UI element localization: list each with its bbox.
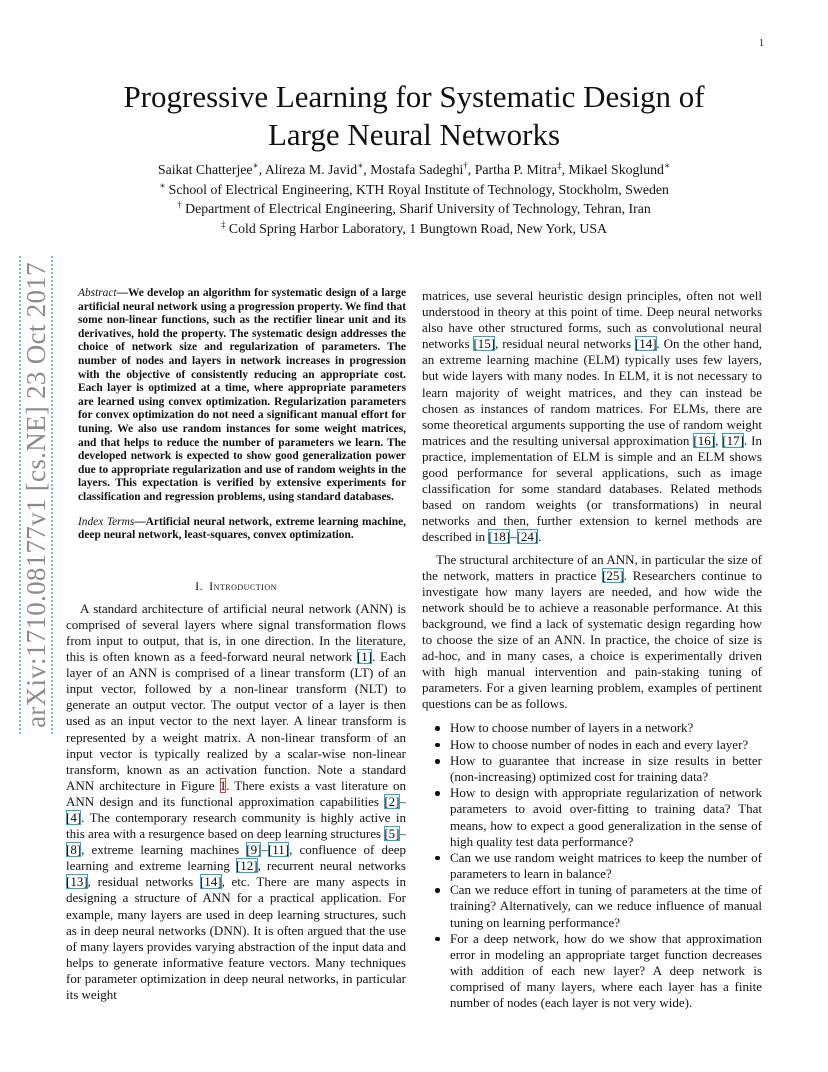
citation-link[interactable]: [25] xyxy=(602,567,624,583)
text-run: . On the other hand, an extreme learning machine (ELM) typically uses few layers, but wide layers with many nodes. In ELM, it is not necessary to learn majority of weight matrices, and they can instead be chosen as instances of random matrices. For ELMs, there are some theoretical arguments supporting the use of random weight matrices and the resulting universal approximation xyxy=(422,336,762,448)
author-list: Saikat Chatterjee∗, Alireza M. Javid∗, Mostafa Sadeghi†, Partha P. Mitra‡, Mikael Skoglund∗ xyxy=(157,160,671,177)
paper-title xyxy=(84,78,744,154)
text-run: , etc. There are many aspects in designing a structure of ANN for a practical application. For example, many layers are used in deep learning structures, such as in deep neural networks (DNN). It is often argued that the use of many layers provides varying abstraction of the input data and helps to generate informative feature vectors. Many techniques for parameter optimization in deep neural networks, in particular its weight xyxy=(66,874,406,1003)
title-line-1: Progressive Learning for Systematic Design of xyxy=(123,79,705,114)
citation-link[interactable]: [14] xyxy=(199,874,222,890)
abstract-label: Abstract xyxy=(78,287,117,299)
citation-link[interactable]: [1] xyxy=(356,649,373,665)
citation-link[interactable]: [11] xyxy=(267,842,290,858)
citation-link[interactable]: [2] xyxy=(384,793,400,809)
list-item: For a deep network, how do we show that approximation error in modeling an appropriate target function decreases with addition of each new layer? A deep network is comprised of many layers, where each layer has a finite number of nodes (each layer is not very wide). xyxy=(422,931,762,1011)
index-terms-text: —Artificial neural network, extreme learning machine, deep neural network, least-squares, convex optimization. xyxy=(78,515,406,542)
text-run: , xyxy=(715,432,723,448)
text-run: – xyxy=(399,793,406,809)
citation-link[interactable]: [24] xyxy=(516,529,539,545)
affiliation-mark: ∗ xyxy=(357,160,364,171)
text-run: – xyxy=(399,826,406,842)
citation-link[interactable]: [12] xyxy=(235,858,258,874)
text-run: , confluence of deep learning and extreme learning xyxy=(66,842,406,874)
citation-link[interactable]: [9] xyxy=(246,842,262,858)
body-paragraph xyxy=(422,552,762,713)
affiliation-mark: † xyxy=(463,160,468,171)
index-terms xyxy=(66,516,406,543)
citation-link[interactable]: [13] xyxy=(66,874,88,890)
text-run: The structural architecture of an ANN, in particular the size of the network, matters in practice xyxy=(422,551,762,583)
citation-link[interactable]: [15] xyxy=(473,336,496,352)
text-run: . Each layer of an ANN is comprised of a linear transform (LT) of an input vector, followed by a non-linear transform (NLT) to generate an output vector. The output vector of a layer is then used as an input vector to the next layer. A linear transform is represented by a weight matrix. A non-linear transform of an input vector is typically realized by a scalar-wise non-linear transform, known as an activation function. Note a standard ANN architecture in Figure xyxy=(66,649,407,793)
author-name: Saikat Chatterjee xyxy=(157,162,253,177)
arxiv-identifier-stamp xyxy=(22,260,50,730)
list-item: How to design with appropriate regularization of network parameters to avoid over-fitting to training data? That means, how to expect a good generalization in the sense of high quality test data performance? xyxy=(422,785,762,849)
author-name: Mikael Skoglund xyxy=(568,162,664,177)
question-list xyxy=(422,720,762,1011)
text-run: , residual networks xyxy=(87,874,200,890)
page-number: 1 xyxy=(759,38,764,49)
list-item: How to guarantee that increase in size results in better (non-increasing) optimized cost for training data? xyxy=(422,753,762,785)
citation-link[interactable]: [5] xyxy=(384,826,400,842)
list-item: How to choose number of layers in a network? xyxy=(422,720,762,736)
citation-link[interactable]: [16] xyxy=(693,432,716,448)
index-terms-label: Index Terms xyxy=(78,515,135,528)
affiliation-text: School of Electrical Engineering, KTH Royal Institute of Technology, Stockholm, Sweden xyxy=(168,181,669,197)
affiliation-text: Department of Electrical Engineering, Sharif University of Technology, Tehran, Iran xyxy=(185,201,651,216)
affiliation-sharif xyxy=(60,199,768,219)
text-run: matrices, use several heuristic design principles, often not well understood in theory at this point of time. Deep neural networks also have other structured forms, such as convolutional neural networks xyxy=(422,288,762,352)
affiliation-mark: † xyxy=(177,199,182,210)
text-run: . The contemporary research community is highly active in this area with a resurgence based on deep learning structures xyxy=(66,810,406,842)
author-block xyxy=(60,160,768,238)
affiliation-mark: ∗ xyxy=(252,160,259,171)
body-paragraph xyxy=(422,288,762,546)
left-column xyxy=(66,287,406,1003)
citation-link[interactable]: [14] xyxy=(634,336,657,352)
text-run: A standard architecture of artificial neural network (ANN) is comprised of several layers where signal transformation flows from input to output, that is, in one direction. In the literature, this is often known as a feed-forward neural network xyxy=(66,600,406,665)
text-run: – xyxy=(261,842,268,858)
arxiv-stamp-text: arXiv:1710.08177v1 [cs.NE] 23 Oct 2017 xyxy=(19,256,53,734)
list-item: How to choose number of nodes in each and every layer? xyxy=(422,737,762,753)
title-line-2: Large Neural Networks xyxy=(267,117,561,152)
text-run: , residual neural networks xyxy=(495,336,635,352)
author-name: Partha P. Mitra xyxy=(474,162,558,177)
text-run: . Researchers continue to investigate how many layers are needed, and how wide the network should be to achieve a reasonable performance. At this background, we find a lack of systematic design regarding how to choose the size of an ANN. In practice, the choice of size is ad-hoc, and in many cases, a choice is experimentally driven with high manual intervention and pain-staking tuning of parameters. For a given learning problem, examples of pertinent questions can be as follows. xyxy=(422,567,762,712)
text-run: – xyxy=(510,529,517,545)
affiliation-mark: ‡ xyxy=(220,218,226,229)
citation-link[interactable]: [18] xyxy=(488,529,511,545)
figure-reference-link[interactable]: 1 xyxy=(219,777,227,793)
list-item: Can we reduce effort in tuning of parameters at the time of training? Alternatively, can we reduce influence of manual tuning on learning performance? xyxy=(422,882,762,930)
affiliation-text: Cold Spring Harbor Laboratory, 1 Bungtown Road, New York, USA xyxy=(228,220,608,236)
section-number: I. xyxy=(195,578,204,593)
text-run: . In practice, implementation of ELM is simple and an ELM shows good performance for several applications, such as image classification for some standard databases. Related methods based on random weights (or transformations) in neural networks and then, further extension to kernel methods are described in xyxy=(422,432,762,545)
affiliation-mark: ∗ xyxy=(663,160,671,171)
right-column xyxy=(422,288,762,1011)
affiliation-mark: ∗ xyxy=(159,179,166,190)
text-run: . There exists a vast literature on ANN design and its functional approximation capabilities xyxy=(66,777,406,809)
affiliation-cshl xyxy=(60,219,768,239)
section-heading-introduction xyxy=(66,578,406,594)
text-run: , recurrent neural networks xyxy=(257,858,406,874)
section-title: Introduction xyxy=(209,578,277,593)
list-item: Can we use random weight matrices to keep the number of parameters to learn in balance? xyxy=(422,850,762,882)
text-run: , extreme learning machines xyxy=(81,842,247,858)
author-name: Mostafa Sadeghi xyxy=(370,162,464,177)
author-name: Alireza M. Javid xyxy=(264,162,358,177)
affiliation-kth xyxy=(60,180,768,200)
intro-paragraph xyxy=(66,601,406,1003)
citation-link[interactable]: [4] xyxy=(66,810,82,825)
affiliation-mark: ‡ xyxy=(557,160,562,171)
citation-link[interactable]: [17] xyxy=(722,432,744,448)
abstract-text: —We develop an algorithm for systematic design of a large artificial neural network using a progression property. We find that some non-linear functions, such as the rectifier linear unit and its derivatives, hold the property. The systematic design addresses the choice of network size and regularization of parameters. The number of nodes and layers in network increases in progression with the objective of consistently reducing an appropriate cost. Each layer is optimized at a time, where appropriate parameters are learned using convex optimization. Regularization parameters for convex optimization do not need a significant manual effort for tuning. We also use random instances for some weight matrices, and that helps to reduce the number of parameters we learn. The developed network is expected to show good generalization power due to appropriate regularization and use of random weights in the layers. This expectation is verified by extensive experiments for classification and regression problems, using standard databases. xyxy=(78,287,406,503)
abstract xyxy=(66,287,406,505)
text-run: . xyxy=(538,529,542,545)
citation-link[interactable]: [8] xyxy=(66,842,82,858)
